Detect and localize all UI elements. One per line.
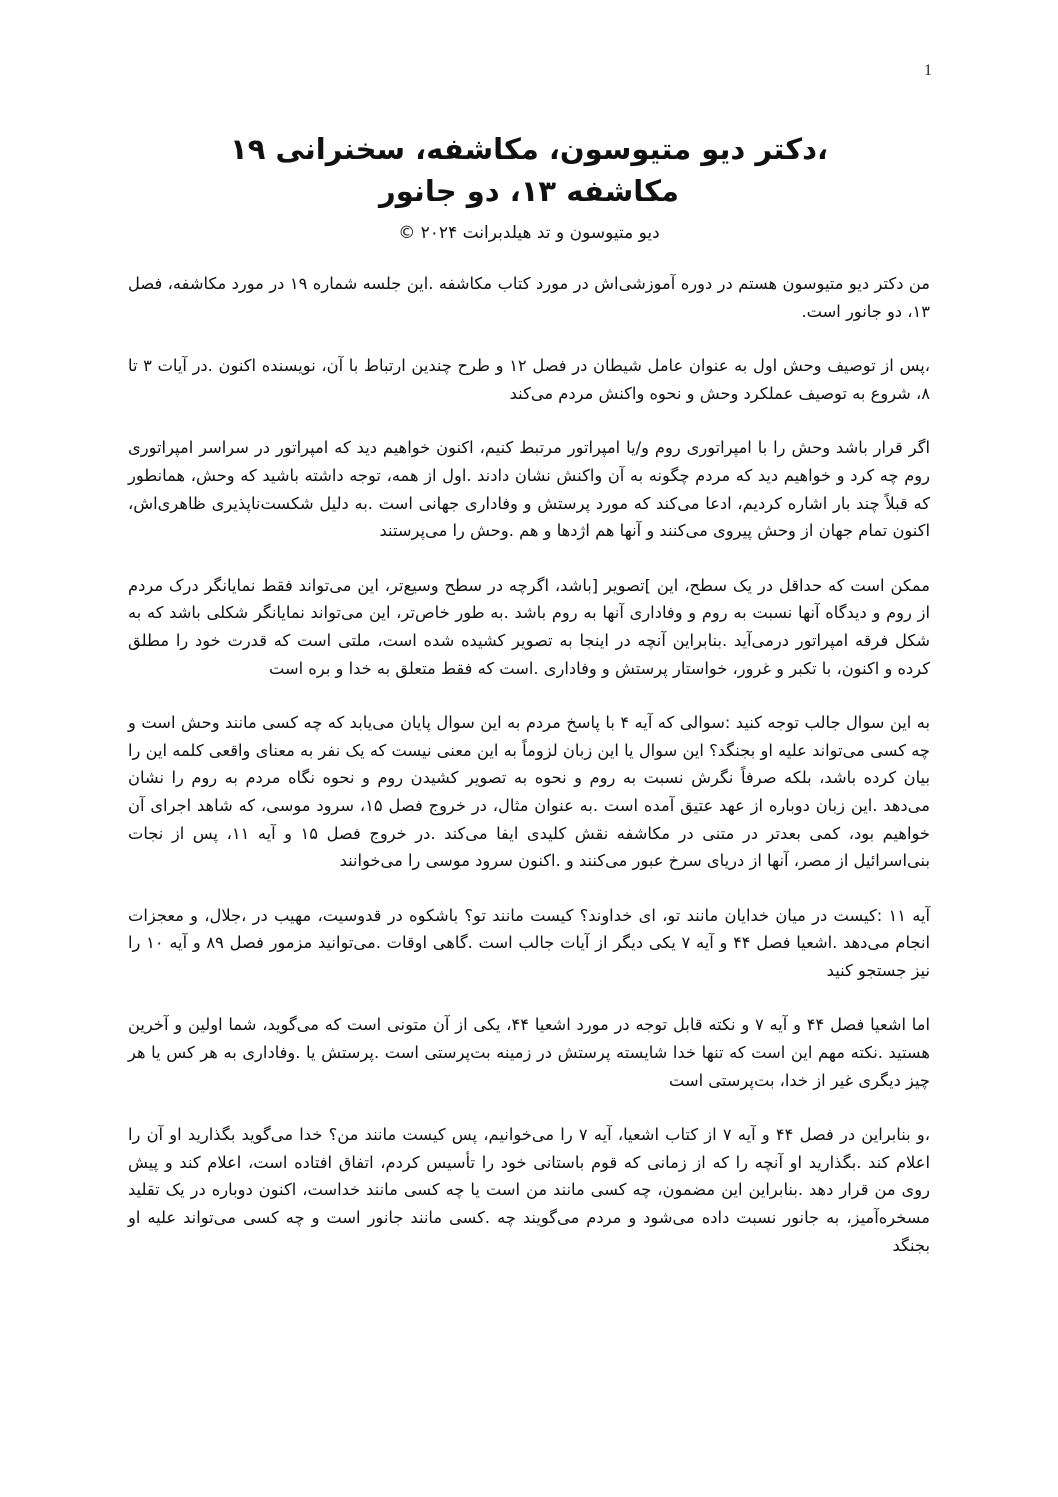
page-number: 1 bbox=[924, 62, 932, 79]
paragraph-6: آیه ۱۱ :کیست در میان خدایان مانند تو، ای خداوند؟ کیست مانند تو؟ باشکوه در قدوسیت، مهیب در ،جلال، و معجزات انجام می‌دهد .اشعیا فصل ۴۴ و آیه ۷ یکی دیگر از آیات جالب است .گاهی اوقات .می‌توانید مزمور فصل ۸۹ و آیه ۱۰ را نیز جستجو کنید bbox=[128, 905, 930, 980]
paragraph-3: اگر قرار باشد وحش را با امپراتوری روم و/یا امپراتور مرتبط کنیم، اکنون خواهیم دید که امپراتور در سراسر امپراتوری روم چه کرد و خواهیم دید که مردم چگونه به آن واکنش نشان دادند .اول از همه، توجه داشته باشید که وحش، همانطور که قبلاً چند بار اشاره کردیم، ادعا می‌کند که مورد پرستش و وفاداری جهانی است .به دلیل شکست‌ناپذیری ظاهری‌اش، اکنون تمام جهان از وحش پیروی می‌کنند و آنها هم اژدها و هم .وحش را می‌پرستند bbox=[128, 438, 930, 541]
copyright-notice: دیو متیوسون و تد هیلدبرانت ۲۰۲۴ © bbox=[398, 223, 660, 243]
paragraph-8: ،و بنابراین در فصل ۴۴ و آیه ۷ از کتاب اشعیا، آیه ۷ را می‌خوانیم، پس کیست مانند من؟ خدا می‌گوید بگذارید او آن را اعلام کند .بگذارید او آنچه را که از زمانی که قوم باستانی خود را تأسیس کردم، اتفاق افتاده است، اعلام کند و پیش روی من قرار دهد .بنابراین این مضمون، چه کسی مانند من است یا چه کسی مانند خداست، اکنون دوباره در یک تقلید مسخره‌آمیز، به جانور نسبت داده می‌شود و مردم می‌گویند چه .کسی مانند جانور است و چه کسی می‌تواند علیه او بجنگد bbox=[128, 1125, 930, 1255]
paragraph-7: اما اشعیا فصل ۴۴ و آیه ۷ و نکته قابل توجه در مورد اشعیا ۴۴، یکی از آن متونی است که می‌گوید، شما اولین و آخرین هستید .نکته مهم این است که تنها خدا شایسته پرستش در زمینه بت‌پرستی است .پرستش یا .وفاداری به هر کس یا هر چیز دیگری غیر از خدا، بت‌پرستی است bbox=[128, 1015, 930, 1090]
title-line-2: مکاشفه ۱۳، دو جانور bbox=[379, 174, 679, 208]
paragraph-5: به این سوال جالب توجه کنید :سوالی که آیه ۴ با پاسخ مردم به این سوال پایان می‌یابد که چه کسی مانند وحش است و چه کسی می‌تواند علیه او بجنگد؟ این سوال یا این زبان لزوماً به این معنی نیست که یک نفر به معنای واقعی کلمه این را بیان کرده باشد، بلکه صرفاً نگرش نسبت به روم و نحوه به تصویر کشیدن روم و نحوه نگاه مردم به روم را نشان می‌دهد .این زبان دوباره از عهد عتیق آمده است .به عنوان مثال، در خروج فصل ۱۵، سرود موسی، که شاهد اجرای آن خواهیم بود، کمی بعدتر در متنی در مکاشفه نقش کلیدی ایفا می‌کند .در خروج فصل ۱۵ و آیه ۱۱، پس از نجات بنی‌اسرائیل از مصر، آنها از دریای سرخ عبور می‌کنند و .اکنون سرود موسی را می‌خوانند bbox=[128, 713, 930, 871]
paragraph-2: ،پس از توصیف وحش اول به عنوان عامل شیطان در فصل ۱۲ و طرح چندین ارتباط با آن، نویسنده اکنون .در آیات ۳ تا ۸، شروع به توصیف عملکرد وحش و نحوه واکنش مردم می‌کند bbox=[128, 356, 930, 403]
paragraph-1: من دکتر دیو متیوسون هستم در دوره آموزشی‌اش در مورد کتاب مکاشفه .این جلسه شماره ۱۹ در مورد مکاشفه، فصل ۱۳، دو جانور است. bbox=[128, 274, 930, 321]
title-line-1: ،دکتر دیو متیوسون، مکاشفه، سخنرانی ۱۹ bbox=[230, 132, 828, 166]
document-title bbox=[128, 128, 930, 212]
document-body bbox=[128, 128, 930, 1259]
paragraph-4: ممکن است که حداقل در یک سطح، این ]تصویر [باشد، اگرچه در سطح وسیع‌تر، این می‌تواند فقط نمایانگر درک مردم از روم و دیدگاه آنها نسبت به روم و وفاداری آنها به روم باشد .به طور خاص‌تر، این می‌تواند نمایانگر شکلی باشد که به شکل فرقه امپراتور درمی‌آید .بنابراین آنچه در اینجا به تصویر کشیده شده است، ملتی است که قدرت خود را مطلق کرده و اکنون، با تکبر و غرور، خواستار پرستش و وفاداری .است که فقط متعلق به خدا و بره است bbox=[128, 575, 930, 678]
